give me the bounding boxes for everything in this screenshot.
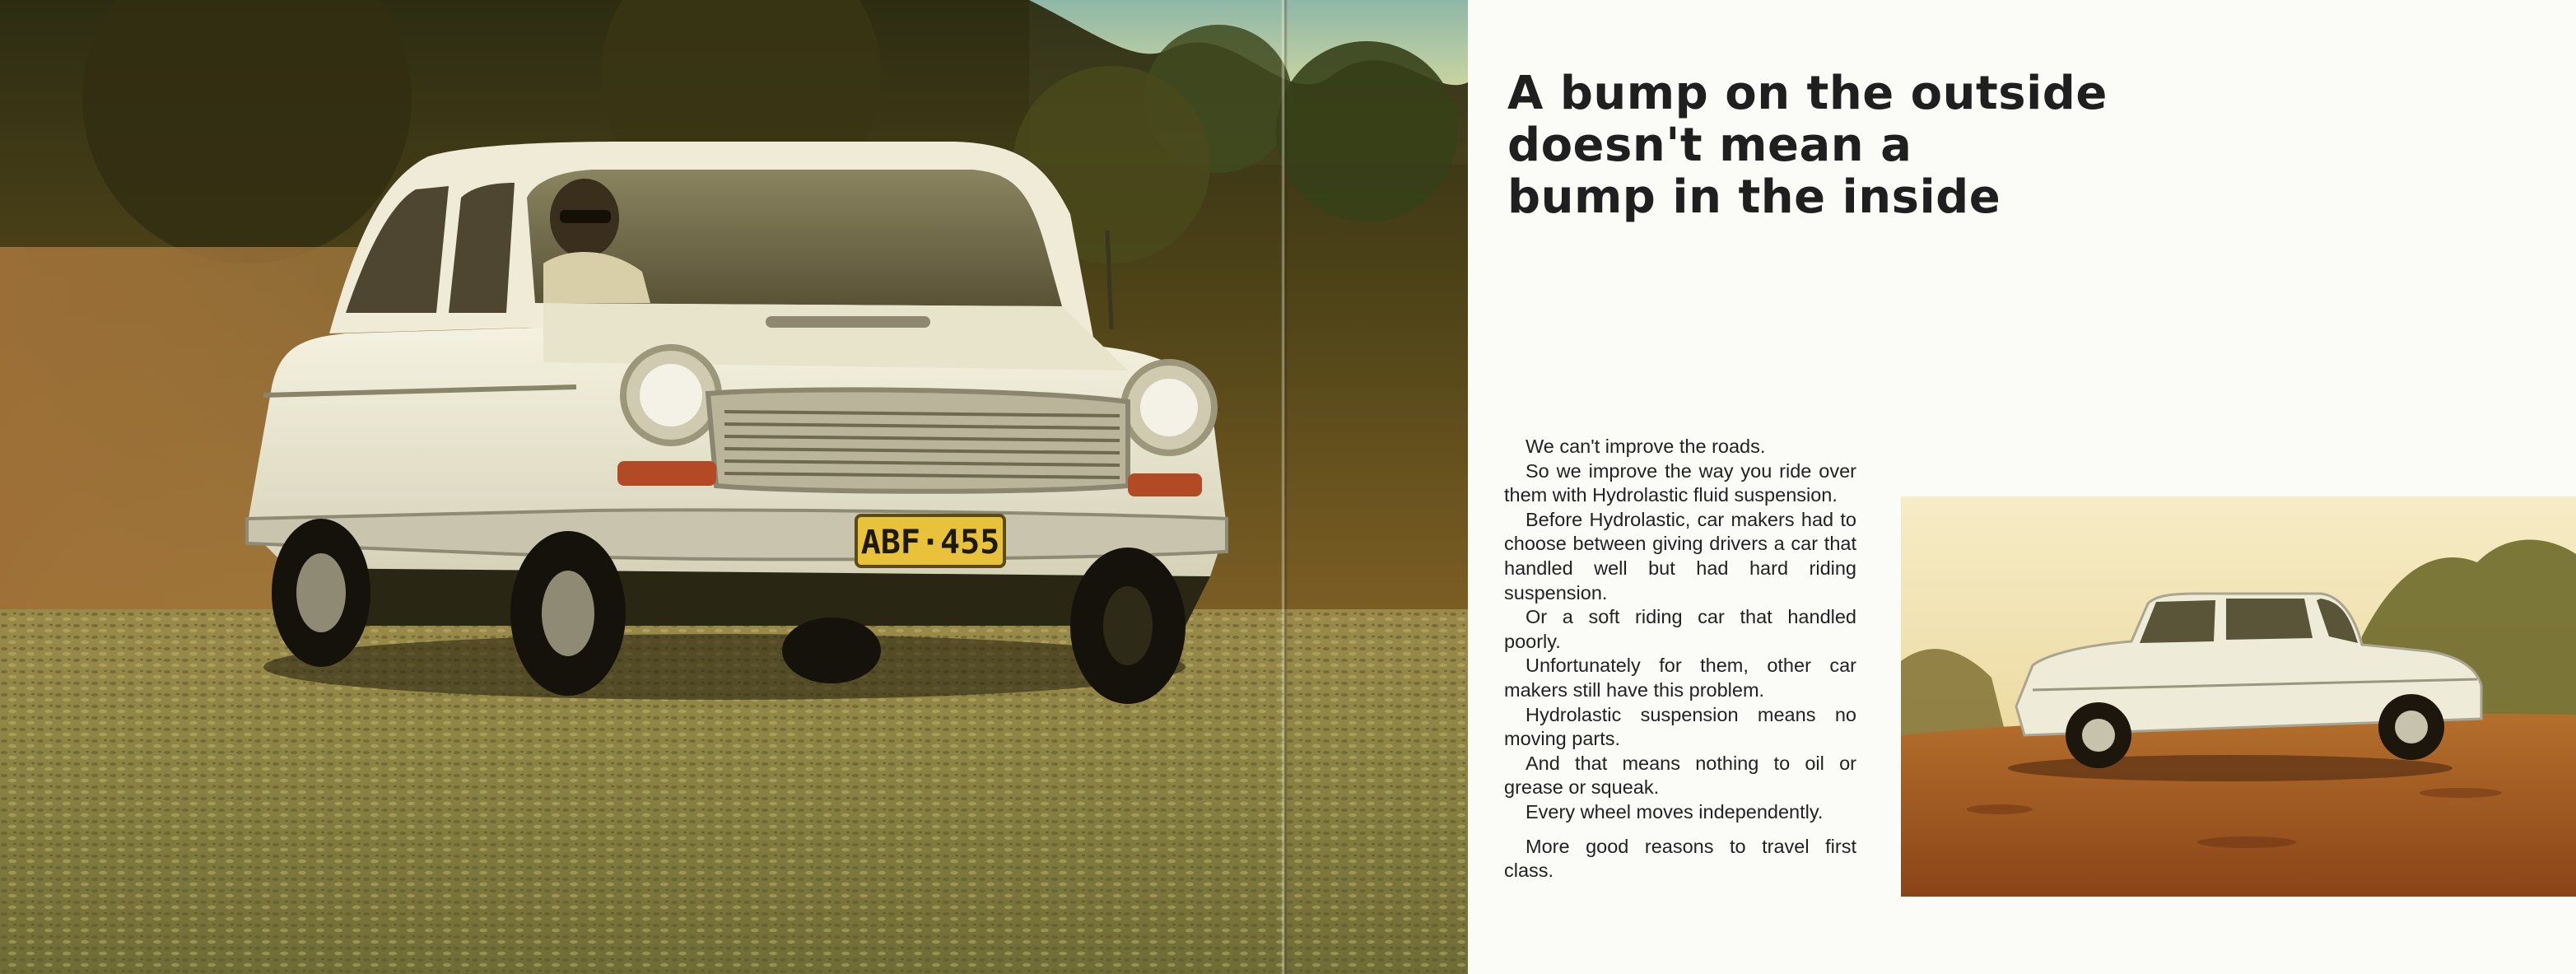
body-paragraph: More good reasons to travel first class.: [1504, 835, 1856, 882]
car-side-photo: [1901, 496, 2576, 897]
body-paragraph: So we improve the way you ride over them with Hydrolastic fluid suspension.: [1504, 459, 1856, 506]
car-side-illustration: [1901, 496, 2576, 897]
body-paragraph: Every wheel moves independently.: [1526, 800, 1824, 823]
headline-line-1: A bump on the outside: [1507, 67, 2108, 120]
headline: [1507, 68, 2108, 223]
body-copy: [1504, 435, 1856, 883]
page-fold: [1281, 0, 1288, 974]
headline-line-2: doesn't mean a: [1507, 119, 1912, 172]
body-paragraph: Unfortunately for them, other car makers still have this problem.: [1504, 655, 1856, 701]
license-plate-text: ABF·455: [860, 524, 1000, 562]
body-paragraph: Hydrolastic suspension means no moving parts.: [1504, 703, 1856, 750]
body-paragraph: We can't improve the roads.: [1526, 436, 1766, 457]
body-paragraph: Or a soft riding car that handled poorly.: [1504, 606, 1856, 652]
body-paragraph: Before Hydrolastic, car makers had to choose between giving drivers a car that handled well but had hard riding suspension.: [1504, 508, 1856, 604]
headline-line-3: bump in the inside: [1507, 170, 2001, 224]
body-paragraph: And that means nothing to oil or grease or squeak.: [1504, 752, 1856, 799]
